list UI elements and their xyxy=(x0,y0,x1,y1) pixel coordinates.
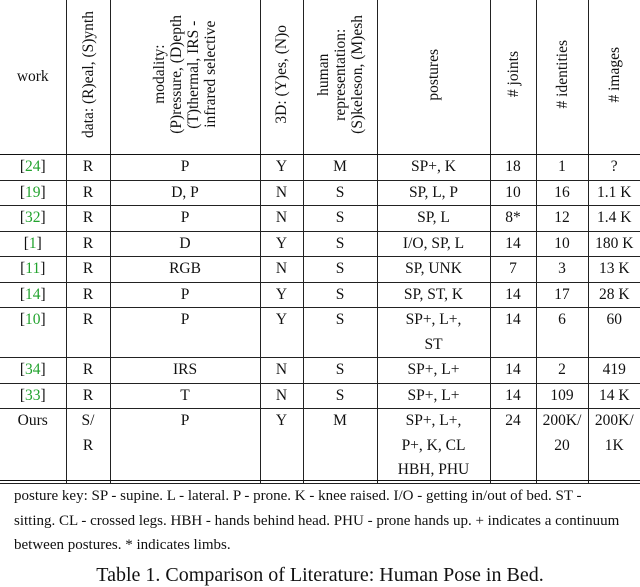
table-row xyxy=(0,358,640,384)
cell-data: R xyxy=(66,206,110,232)
citation-link[interactable]: [19] xyxy=(19,183,46,201)
cell-identities: 17 xyxy=(536,282,588,308)
table-row xyxy=(0,308,640,358)
cell-data: S/ R xyxy=(66,409,110,484)
header-postures: postures xyxy=(377,0,490,155)
cell-identities: 200K/ 20 xyxy=(536,409,588,484)
cell-images: 14 K xyxy=(588,383,640,409)
cell-modality: D, P xyxy=(110,180,260,206)
cell-work xyxy=(0,282,66,308)
cell-rep: S xyxy=(303,383,377,409)
citation-link[interactable]: [10] xyxy=(19,311,46,328)
cell-identities: 2 xyxy=(536,358,588,384)
cell-rep: M xyxy=(303,409,377,484)
citation-link[interactable]: [32] xyxy=(19,209,46,226)
table-row xyxy=(0,282,640,308)
cell-three-d: Y xyxy=(260,308,303,358)
cell-modality: RGB xyxy=(110,257,260,283)
cell-three-d: Y xyxy=(260,282,303,308)
cell-modality: P xyxy=(110,282,260,308)
header-3d: 3D: (Y)es, (N)o xyxy=(260,0,303,155)
cell-postures: SP+, L+, P+, K, CL HBH, PHU xyxy=(377,409,490,484)
cell-work xyxy=(0,206,66,232)
table-caption: Table 1. Comparison of Literature: Human Pose in Bed. xyxy=(96,564,544,586)
cell-postures: I/O, SP, L xyxy=(377,231,490,257)
cell-images: 13 K xyxy=(588,257,640,283)
cell-rep: S xyxy=(303,358,377,384)
cell-work xyxy=(0,383,66,409)
cell-identities: 16 xyxy=(536,180,588,206)
cell-work xyxy=(0,180,66,206)
cell-images: 419 xyxy=(588,358,640,384)
cell-work xyxy=(0,231,66,257)
cell-images: 1.1 K xyxy=(588,180,640,206)
cell-images: 60 xyxy=(588,308,640,358)
cell-joints: 14 xyxy=(490,383,536,409)
cell-work xyxy=(0,155,66,181)
table-row xyxy=(0,383,640,409)
header-joints: # joints xyxy=(490,0,536,155)
cell-images: 180 K xyxy=(588,231,640,257)
cell-three-d: N xyxy=(260,206,303,232)
cell-identities: 10 xyxy=(536,231,588,257)
cell-joints: 14 xyxy=(490,282,536,308)
cell-postures: SP, L, P xyxy=(377,180,490,206)
cell-rep: S xyxy=(303,308,377,358)
cell-modality: P xyxy=(110,308,260,358)
cell-data: R xyxy=(66,180,110,206)
table-row xyxy=(0,257,640,283)
cell-postures: SP+, L+ xyxy=(377,358,490,384)
cell-work xyxy=(0,257,66,283)
cell-rep: S xyxy=(303,231,377,257)
cell-data: R xyxy=(66,231,110,257)
cell-three-d: N xyxy=(260,180,303,206)
cell-images: ? xyxy=(588,155,640,181)
citation-link[interactable]: [14] xyxy=(19,285,46,303)
cell-modality: P xyxy=(110,155,260,181)
cell-images: 1.4 K xyxy=(588,206,640,232)
cell-data: R xyxy=(66,358,110,384)
posture-key xyxy=(0,480,640,558)
cell-modality: IRS xyxy=(110,358,260,384)
header-work: work xyxy=(0,0,66,155)
cell-data: R xyxy=(66,257,110,283)
cell-work: Ours xyxy=(0,409,66,484)
table-body xyxy=(0,155,640,484)
cell-rep: S xyxy=(303,282,377,308)
header-row xyxy=(0,0,640,155)
table-row xyxy=(0,180,640,206)
cell-three-d: Y xyxy=(260,231,303,257)
cell-postures: SP, UNK xyxy=(377,257,490,283)
cell-joints: 14 xyxy=(490,358,536,384)
cell-postures: SP, ST, K xyxy=(377,282,490,308)
cell-three-d: Y xyxy=(260,409,303,484)
cell-modality: T xyxy=(110,383,260,409)
cell-data: R xyxy=(66,282,110,308)
table-row xyxy=(0,206,640,232)
cell-joints: 24 xyxy=(490,409,536,484)
cell-identities: 6 xyxy=(536,308,588,358)
citation-link[interactable]: [11] xyxy=(20,260,46,277)
cell-joints: 8* xyxy=(490,206,536,232)
posture-key-text: posture key: SP - supine. L - lateral. P - prone. K - knee raised. I/O - getting in/out of bed. ST - sitting. CL - crossed legs. HBH - hands behind head. PHU - prone hands up. + indicates a continuum between postures. * indicates limbs. xyxy=(14,488,620,553)
cell-work xyxy=(0,308,66,358)
cell-data: R xyxy=(66,308,110,358)
header-images: # images xyxy=(588,0,640,155)
citation-link[interactable]: [33] xyxy=(19,386,46,404)
cell-modality: P xyxy=(110,409,260,484)
citation-link[interactable]: [24] xyxy=(19,158,46,175)
table-row xyxy=(0,155,640,181)
cell-data: R xyxy=(66,155,110,181)
cell-postures: SP+, L+, ST xyxy=(377,308,490,358)
cell-images: 200K/ 1K xyxy=(588,409,640,484)
cell-joints: 18 xyxy=(490,155,536,181)
cell-three-d: Y xyxy=(260,155,303,181)
cell-rep: M xyxy=(303,155,377,181)
cell-joints: 10 xyxy=(490,180,536,206)
header-modality: modality: (P)ressure, (D)epth (T)thermal, IRS - infrared selective xyxy=(110,0,260,155)
cell-postures: SP+, K xyxy=(377,155,490,181)
cell-joints: 14 xyxy=(490,308,536,358)
cell-postures: SP, L xyxy=(377,206,490,232)
header-data: data: (R)eal, (S)ynth xyxy=(66,0,110,155)
cell-modality: P xyxy=(110,206,260,232)
table-row xyxy=(0,409,640,484)
citation-link[interactable]: [1] xyxy=(23,234,42,252)
cell-three-d: N xyxy=(260,358,303,384)
cell-joints: 7 xyxy=(490,257,536,283)
cell-identities: 109 xyxy=(536,383,588,409)
cell-identities: 1 xyxy=(536,155,588,181)
cell-modality: D xyxy=(110,231,260,257)
header-human-representation: human representation: (S)keleson, (M)esh xyxy=(303,0,377,155)
cell-postures: SP+, L+ xyxy=(377,383,490,409)
cell-work xyxy=(0,358,66,384)
cell-identities: 3 xyxy=(536,257,588,283)
cell-rep: S xyxy=(303,180,377,206)
table-row xyxy=(0,231,640,257)
cell-rep: S xyxy=(303,257,377,283)
cell-images: 28 K xyxy=(588,282,640,308)
cell-identities: 12 xyxy=(536,206,588,232)
cell-rep: S xyxy=(303,206,377,232)
cell-three-d: N xyxy=(260,257,303,283)
cell-joints: 14 xyxy=(490,231,536,257)
citation-link[interactable]: [34] xyxy=(19,361,46,378)
cell-three-d: N xyxy=(260,383,303,409)
header-identities: # identities xyxy=(536,0,588,155)
cell-data: R xyxy=(66,383,110,409)
